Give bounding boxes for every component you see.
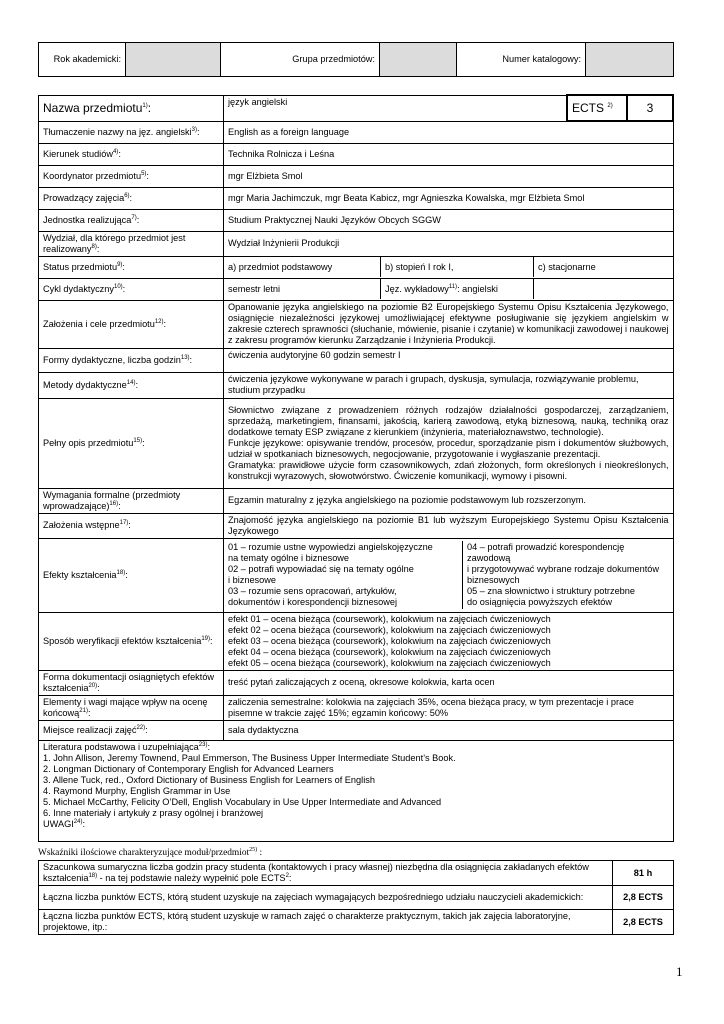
status-label: Status przedmiotu$^{9)}$: [39, 256, 224, 278]
zalw-label: Założenia wstępne$^{17)}$: [39, 513, 224, 538]
indicator-row1-value: 81 h [613, 861, 674, 886]
cykl-label: Cykl dydaktyczny$^{10)}$: [39, 278, 224, 300]
cykl-value: semestr letni [224, 279, 381, 299]
indicators-caption: Wskaźniki ilościowe charakteryzujące moduł/przedmiot$^{25)}$ : [38, 846, 263, 858]
indicator-row2-text: Łączna liczba punktów ECTS, którą student uzyskuje na zajęciach wymagających bezpośredniego udziału nauczycieli akademickich: [39, 886, 613, 910]
kier-value: Technika Rolnicza i Leśna [224, 143, 674, 165]
literatura-cell [39, 740, 674, 841]
wydz-label: Wydział, dla którego przedmiot jest realizowany$^{8)}$: [39, 231, 224, 256]
grupa-value [380, 43, 457, 77]
miejsce-value: sala dydaktyczna [224, 720, 674, 740]
sposob-value: efekt 01 – ocena bieżąca (coursework), kolokwium na zajęciach ćwiczeniowych efekt 02 – ocena bieżąca (coursework), kolokwium na zajęciach ćwiczeniowych efekt 03 – ocena bieżąca (coursework), kolokwium na zajęciach ćwiczeniowych efekt 04 – ocena bieżąca (coursework), kolokwium na zajęciach ćwiczeniowych efekt 05 – ocena bieżąca (coursework), kolokwium na zajęciach ćwiczeniowych [224, 612, 674, 670]
nazwa-value: język angielski [224, 95, 568, 121]
jedn-label: Jednostka realizująca$^{7)}$: [39, 209, 224, 231]
lit-item: 3. Allene Tuck, red., Oxford Dictionary of Business English for Learners of English [43, 774, 375, 785]
prow-value: mgr Maria Jachimczuk, mgr Beata Kabicz, mgr Agnieszka Kowalska, mgr Elżbieta Smol [224, 187, 674, 209]
jedn-value: Studium Praktycznej Nauki Języków Obcych SGGW [224, 209, 674, 231]
rok-label: Rok akademicki: [39, 43, 126, 77]
indicator-row2-value: 2,8 ECTS [613, 886, 674, 910]
elem-label: Elementy i wagi mające wpływ na ocenę końcową$^{21)}$: [39, 695, 224, 720]
header-table [38, 42, 674, 77]
status-cell [224, 256, 674, 278]
cykl-cell [224, 278, 674, 300]
miejsce-label: Miejsce realizacji zajęć$^{22)}$: [39, 720, 224, 740]
efekty-label: Efekty kształcenia$^{18)}$: [39, 538, 224, 612]
ects-value: 3 [627, 95, 673, 121]
lit-item: 1. John Allison, Jeremy Townend, Paul Emmerson, The Business Upper Intermediate Student’s Book. [43, 752, 456, 763]
zal-label: Założenia i cele przedmiotu$^{12)}$: [39, 300, 224, 348]
opis-value [224, 398, 674, 488]
grupa-label: Grupa przedmiotów: [221, 43, 380, 77]
page-number: 1 [676, 964, 683, 979]
metody-label: Metody dydaktyczne$^{14)}$: [39, 372, 224, 398]
tlum-value: English as a foreign language [224, 121, 674, 143]
nazwa-label: Nazwa przedmiotu$^{1)}$: [39, 95, 224, 121]
ects-label: ECTS $^{2)}$ [567, 95, 627, 121]
zal-value: Opanowanie języka angielskiego na poziomie B2 Europejskiego Systemu Opisu Kształcenia Językowego, osiągnięcie niezależności językowej umożliwiającej efektywne posługiwanie się językiem angielskim w zakresie czterech sprawności (słuchanie, mówienie, pisanie i czytanie) w komunikacji zawodowej i naukowej z zakresu programów kierunku Zarządzanie i Inżynieria Produkcji. [224, 300, 674, 348]
indicator-row3-value: 2,8 ECTS [613, 910, 674, 935]
numer-label: Numer katalogowy: [457, 43, 586, 77]
zalw-value: Znajomość języka angielskiego na poziomie B1 lub wyższym Europejskiego Systemu Opisu Kształcenia Językowego [224, 513, 674, 538]
opis-p1: Słownictwo związane z prowadzeniem różnych rodzajów działalności gospodarczej, zarządzaniem, sprzedażą, marketingiem, finansami, jakością, karierą zawodową, etyką biznesową, nauką, techniką oraz dodatkowe tematy ESP związane z kierunkiem (inżynieria, materiałoznawstwo, technologie). [228, 404, 669, 437]
metody-value: ćwiczenia językowe wykonywane w parach i grupach, dyskusja, symulacja, rozwiązywanie problemu, studium przypadku [224, 372, 674, 398]
lit-item: 2. Longman Dictionary of Contemporary English for Advanced Learners [43, 763, 334, 774]
course-table [38, 94, 674, 842]
formy-label: Formy dydaktyczne, liczba godzin$^{13)}$: [39, 348, 224, 372]
forma-label: Forma dokumentacji osiągniętych efektów kształcenia$^{20)}$: [39, 670, 224, 695]
opis-p3: Gramatyka: prawidłowe użycie form czasownikowych, zdań złożonych, form określonych i nieokreślonych, konstrukcji wyrazowych, słowotwórstwo. Ćwiczenie komunikacji, wymowy i pisowni. [228, 459, 669, 481]
efekty-left: 01 – rozumie ustne wypowiedzi angielskojęzyczne na tematy ogólne i biznesowe 02 – potrafi wypowiadać się na tematy ogólne i biznesowe 03 – rozumie sens opracowań, artykułów, dokumentów i korespondencji biznesowej [224, 541, 463, 609]
elem-value: zaliczenia semestralne: kolokwia na zajęciach 35%, ocena bieżąca pracy, w tym prezentacje i prace pisemne w trakcie zajęć 15%; egzamin końcowy: 50% [224, 695, 674, 720]
prow-label: Prowadzący zajęcia$^{6)}$: [39, 187, 224, 209]
tlum-label: Tłumaczenie nazwy na jęz. angielski$^{3)}$: [39, 121, 224, 143]
numer-value [586, 43, 674, 77]
opis-label: Pełny opis przedmiotu$^{15)}$: [39, 398, 224, 488]
rok-value [126, 43, 221, 77]
wym-label: Wymagania formalne (przedmioty wprowadzające)$^{16)}$: [39, 488, 224, 513]
sposob-label: Sposób weryfikacji efektów kształcenia$^{19)}$: [39, 612, 224, 670]
wydz-value: Wydział Inżynierii Produkcji [224, 231, 674, 256]
cykl-empty [534, 279, 673, 299]
status-b: b) stopień I rok I, [381, 257, 534, 277]
forma-value: treść pytań zaliczających z oceną, okresowe kolokwia, karta ocen [224, 670, 674, 695]
koord-value: mgr Elżbieta Smol [224, 165, 674, 187]
kier-label: Kierunek studiów$^{4)}$: [39, 143, 224, 165]
lit-item: 4. Raymond Murphy, English Grammar in Use [43, 785, 231, 796]
lit-item: 5. Michael McCarthy, Felicity O’Dell, English Vocabulary in Use Upper Intermediate and Advanced [43, 796, 442, 807]
efekty-cell [224, 538, 674, 612]
opis-p2: Funkcje językowe: opisywanie trendów, procesów, procedur, sporządzanie pism i dokumentów służbowych, udział w spotkaniach biznesowych, negocjowanie, przygotowanie i wygłaszanie prezentacji. [228, 437, 669, 459]
lit-label: Literatura podstawowa i uzupełniająca$^{23)}$: [43, 741, 211, 752]
jez-cell: Jęz. wykładowy$^{11)}$: angielski [381, 279, 534, 299]
indicators-table [38, 860, 674, 935]
koord-label: Koordynator przedmiotu$^{5)}$: [39, 165, 224, 187]
status-a: a) przedmiot podstawowy [224, 257, 381, 277]
lit-item: 6. Inne materiały i artykuły z prasy ogólnej i branżowej [43, 807, 264, 818]
wym-value: Egzamin maturalny z języka angielskiego na poziomie podstawowym lub rozszerzonym. [224, 488, 674, 513]
indicator-row3-text: Łączna liczba punktów ECTS, którą student uzyskuje w ramach zajęć o charakterze praktycznym, takich jak zajęcia laboratoryjne, projektowe, itp.: [39, 910, 613, 935]
indicator-row1-text: Szacunkowa sumaryczna liczba godzin pracy studenta (kontaktowych i pracy własnej) niezbędna dla osiągnięcia zakładanych efektów kształcenia$^{18)}$ - na tej podstawie należy wypełnić pole ECTS$^2$: [39, 861, 613, 886]
uwagi-label: UWAGI$^{24)}$: [43, 818, 86, 829]
efekty-right: 04 – potrafi prowadzić korespondencję zawodową i przygotowywać wybrane rodzaje dokumentów biznesowych 05 – zna słownictwo i struktury potrzebne do osiągnięcia powyższych efektów [467, 542, 660, 607]
status-c: c) stacjonarne [538, 261, 596, 272]
formy-value: ćwiczenia audytoryjne 60 godzin semestr I [224, 348, 674, 372]
